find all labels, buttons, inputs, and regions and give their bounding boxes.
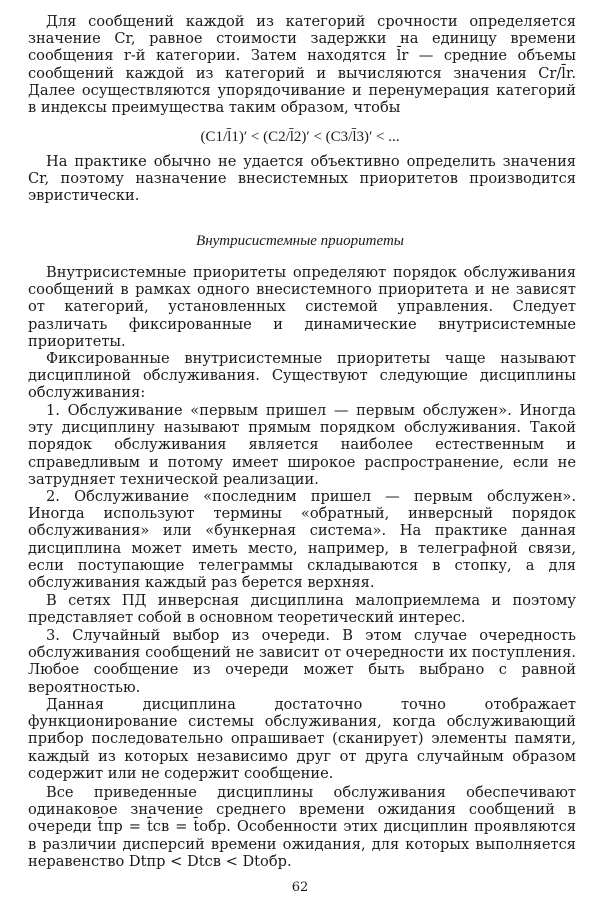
priority-order-formula: (C1/l̄1)′ < (C2/l̄2)′ < (C3/l̄3)′ < ... — [200, 129, 400, 145]
paragraph-fixed-priorities: Фиксированные внутрисистемные приоритеты чаще называют дисциплиной обслуживания. Существуют следующие дисциплины обслуживания: — [28, 350, 576, 402]
paragraph-inverse-network: В сетях ПД инверсная дисциплина малоприемлема и поэтому представляет собой в основном теоретический интерес. — [28, 592, 576, 627]
paragraph-scanning: Данная дисциплина достаточно точно отображает функционирование системы обслуживания, когда обслуживающий прибор последовательно опрашивает (сканирует) элементы памяти, каждый из которых независимо друг от друга случайным образом содержит или не содержит сообщение. — [28, 696, 576, 782]
paragraph-random-selection: 3. Случайный выбор из очереди. В этом случае очередность обслуживания сообщений не зависит от очередности их поступления. Любое сообщение из очереди может быть выбрано с равной вероятностью. — [28, 627, 576, 696]
section-heading: Внутрисистемные приоритеты — [196, 233, 404, 249]
page-number: 62 — [291, 880, 309, 895]
paragraph-intrasystem-priorities: Внутрисистемные приоритеты определяют порядок обслуживания сообщений в рамках одного внесистемного приоритета и не зависят от категорий, установленных системой управления. Следует различать фиксированные и динамические внутрисистемные приоритеты. — [28, 264, 576, 350]
paragraph-heuristic-priorities: На практике обычно не удается объективно определить значения Cr, поэтому назначение внесистемных приоритетов производится эвристически. — [28, 153, 576, 205]
paragraph-fifo: 1. Обслуживание «первым пришел — первым обслужен». Иногда эту дисциплину называют прямым порядком обслуживания. Такой порядок обслуживания является наиболее естественным и справедливым и потому имеет широкое распространение, если не затрудняет технической реализации. — [28, 402, 576, 488]
paragraph-lifo: 2. Обслуживание «последним пришел — первым обслужен». Иногда используют термины «обратный, инверсный порядок обслуживания» или «бункерная система». На практике данная дисциплина может иметь место, например, в телеграфной связи, если поступающие телеграммы складываются в стопку, а для обслуживания каждый раз берется верхняя. — [28, 488, 576, 592]
paragraph-category-costs: Для сообщений каждой из категорий срочности определяется значение Cr, равное стоимости задержки на единицу времени сообщения r-й категории. Затем находятся l̄r — средние объемы сообщений каждой из категорий и вычисляются значения Cr/l̄r. Далее осуществляются упорядочивание и перенумерация категорий в индексы преимущества таким образом, чтобы — [28, 13, 576, 117]
paragraph-waiting-time: Все приведенные дисциплины обслуживания обеспечивают одинаковое значение среднего времени ожидания сообщений в очереди t̄пр = t̄св = t̄обр. Особенности этих дисциплин проявляются в различии дисперсий времени ожидания, для которых выполняется неравенство Dtпр < Dtсв < Dtобр. — [28, 784, 576, 870]
